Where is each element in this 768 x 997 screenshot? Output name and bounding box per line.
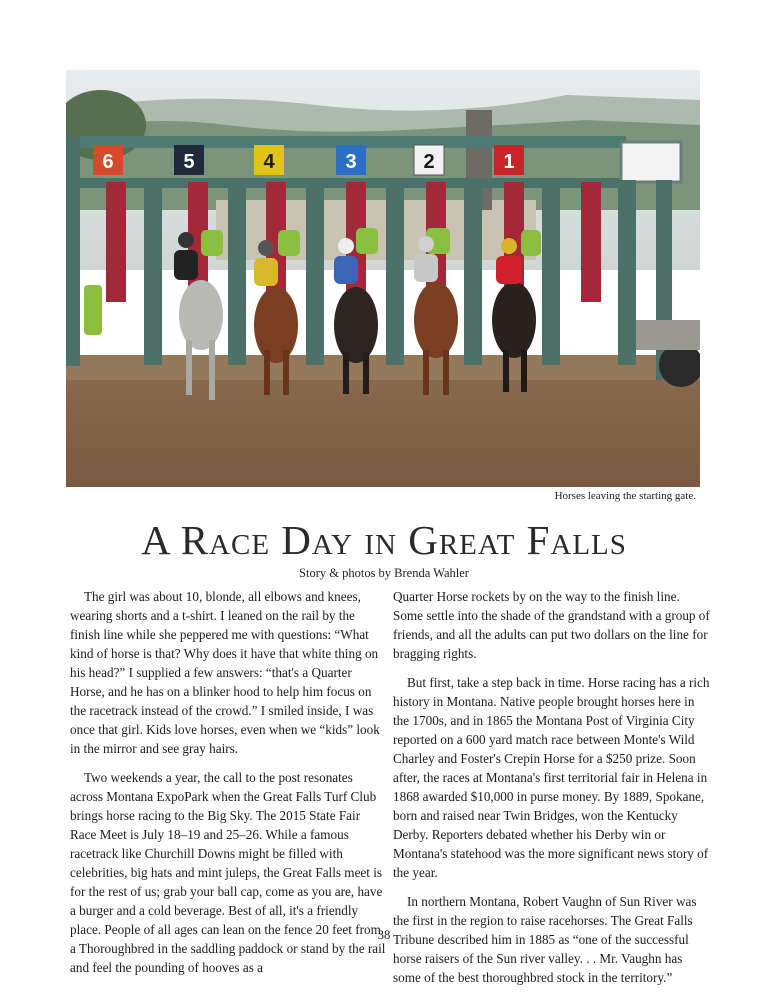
gate-number-4: 4 — [263, 151, 275, 173]
gate-number-6: 6 — [102, 151, 114, 173]
paragraph: Quarter Horse rockets by on the way to the finish line. Some settle into the shade of the grandstand with a group of friends, and all the adults can put two dollars on the line for bragging rights. — [393, 589, 710, 661]
gate-number-1: 1 — [503, 151, 515, 173]
gate-number-3: 3 — [345, 151, 357, 173]
photo-caption: Horses leaving the starting gate. — [554, 490, 696, 502]
paragraph: But first, take a step back in time. Horse racing has a rich history in Montana. Native people brought horses here in the 1700s, and in 1865 the Montana Post of Virginia City reported on a 600 yard match race between Monte's Wild Charley and Foster's Crepin Horse for a $250 prize. Soon after, the races at Montana's first territorial fair in Helena in 1868 awarded $10,000 in purse money. By 1889, Spokane, born and raised near Twin Bridges, won the Kentucky Derby. Reporters debated whether his Derby win or Montana's statehood was the more significant news story of the year. — [393, 675, 710, 880]
gate-number-5: 5 — [183, 151, 195, 173]
page-number: 38 — [377, 928, 391, 942]
byline: Story & photos by Brenda Wahler — [299, 566, 469, 580]
paragraph: The girl was about 10, blonde, all elbows and knees, wearing shorts and a t-shirt. I leaned on the rail by the finish line while she peppered me with questions: “What kind of horse is that? Why does it have that white thing on his head?” I supplied a few answers: “that's a Quarter Horse, and he has on a blinker hood to help him focus on the racetrack instead of the crowd.” I smiled inside, I was once that girl. Kids love horses, even when we “kids” look in the mirror and see gray hairs. — [70, 589, 380, 756]
gate-number-2: 2 — [423, 151, 435, 173]
paragraph: Two weekends a year, the call to the post resonates across Montana ExpoPark when the Great Falls Turf Club brings horse racing to the Big Sky. The 2015 State Fair Race Meet is July 18–19 and 25–26. While a famous racetrack like Churchill Downs might be filled with celebrities, big hats and mint juleps, the Great Falls meet is for the rest of us; grab your ball cap, come as you are, have a burger and a cold beverage. Best of all, it's a friendly place. People of all ages can lean on the fence 20 feet from a Thoroughbred in the saddling paddock or stand by the rail and feel the pounding of hooves as a — [70, 770, 386, 975]
race-photo — [66, 70, 700, 487]
left-column — [70, 587, 388, 987]
paragraph: In northern Montana, Robert Vaughn of Sun River was the first in the region to raise racehorses. The Great Falls Tribune described him in 1885 as “one of the successful horse raisers of the Sun river valley. . . Mr. Vaughn has some of the best thoroughbred stock in the territory.” — [393, 894, 697, 985]
article-title: A Race Day in Great Falls — [141, 517, 627, 563]
